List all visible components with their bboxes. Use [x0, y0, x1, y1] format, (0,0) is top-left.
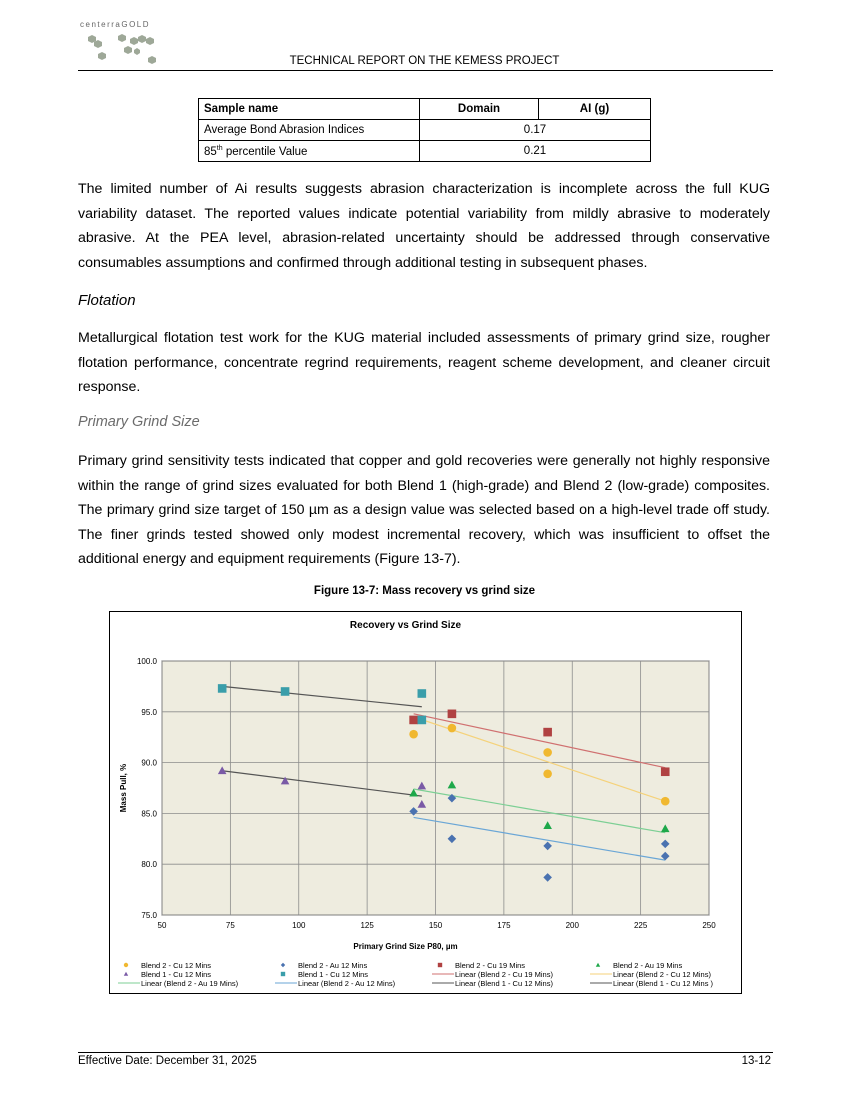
legend-label: Blend 1 - Cu 12 Mins [141, 970, 212, 979]
legend-label: Blend 2 - Au 12 Mins [298, 961, 368, 970]
legend-label: Blend 1 - Cu 12 Mins [298, 970, 369, 979]
column-header: Sample name [199, 99, 420, 120]
data-point [543, 728, 552, 737]
table-row [199, 141, 651, 162]
x-tick-label: 50 [157, 921, 167, 930]
data-point [543, 769, 552, 778]
paragraph-flotation: Metallurgical flotation test work for the KUG material included assessments of primary grind size, rougher flotation performance, concentrate regrind requirements, reagent scheme development, and cleaner circuit response. [78, 330, 770, 396]
paragraph-abrasion: The limited number of Ai results suggests abrasion characterization is incomplete across the full KUG variability dataset. The reported values indicate potential variability from mildly abrasive to moderately abrasive. At the PEA level, abrasion-related uncertainty should be addressed through conservative consumables assumptions and confirmed through additional testing in subsequent phases. [78, 181, 770, 271]
column-header: AI (g) [539, 99, 651, 120]
x-tick-label: 75 [225, 921, 235, 930]
legend-label: Linear (Blend 2 - Cu 12 Mins) [613, 970, 711, 979]
legend-swatch [596, 963, 600, 967]
data-point [661, 767, 670, 776]
data-point [418, 716, 427, 725]
row-value: 0.21 [420, 141, 651, 162]
y-axis-label: Mass Pull, % [119, 763, 128, 813]
recovery-vs-grind-chart [110, 612, 741, 993]
y-tick-label: 100.0 [136, 657, 157, 666]
x-tick-label: 250 [702, 921, 716, 930]
legend-label: Linear (Blend 2 - Au 19 Mins) [141, 979, 239, 988]
chart-title: Recovery vs Grind Size [349, 620, 462, 631]
row-value: 0.17 [420, 120, 651, 141]
logo-text: centerraGOLD [80, 20, 151, 29]
legend-swatch [124, 972, 128, 976]
footer-divider [78, 1052, 773, 1053]
section-heading-flotation: Flotation [78, 292, 136, 309]
y-tick-label: 95.0 [141, 707, 157, 717]
legend-label: Linear (Blend 2 - Au 12 Mins) [298, 979, 396, 988]
table-row [199, 120, 651, 141]
column-header: Domain [420, 99, 539, 120]
legend-swatch [281, 972, 285, 976]
y-tick-label: 75.0 [141, 911, 157, 920]
x-tick-label: 225 [633, 921, 648, 930]
legend-label: Linear (Blend 1 - Cu 12 Mins ) [613, 979, 714, 988]
x-tick-label: 150 [428, 921, 443, 930]
x-tick-label: 175 [497, 921, 511, 930]
subsection-heading-grind: Primary Grind Size [78, 414, 200, 430]
data-point [448, 724, 457, 733]
legend-swatch [438, 963, 442, 967]
x-tick-label: 100 [292, 921, 306, 930]
page-number: 13-12 [741, 1055, 771, 1067]
effective-date: Effective Date: December 31, 2025 [78, 1055, 257, 1067]
data-point [409, 730, 418, 739]
data-point [218, 684, 227, 693]
data-point [661, 797, 670, 806]
chart-container [109, 611, 742, 994]
y-tick-label: 80.0 [141, 860, 157, 870]
abrasion-index-table [198, 98, 651, 162]
legend-label: Blend 2 - Cu 12 Mins [141, 961, 212, 970]
data-point [448, 710, 457, 719]
table-header-row [199, 99, 651, 120]
legend-label: Linear (Blend 2 - Cu 19 Mins) [455, 970, 553, 979]
data-point [418, 689, 427, 698]
legend-label: Linear (Blend 1 - Cu 12 Mins) [455, 979, 553, 988]
legend-label: Blend 2 - Cu 19 Mins [455, 961, 526, 970]
legend-swatch [124, 963, 128, 967]
header-divider [78, 70, 773, 71]
x-axis-label: Primary Grind Size P80, µm [353, 942, 458, 951]
y-tick-label: 90.0 [141, 758, 157, 768]
data-point [281, 687, 290, 696]
row-name: 85th percentile Value [199, 141, 420, 162]
report-header-title: TECHNICAL REPORT ON THE KEMESS PROJECT [289, 55, 560, 67]
figure-caption: Figure 13-7: Mass recovery vs grind size [313, 585, 536, 597]
row-name: Average Bond Abrasion Indices [199, 120, 420, 141]
x-tick-label: 125 [360, 921, 374, 930]
paragraph-grind-size: Primary grind sensitivity tests indicated that copper and gold recoveries were generally not highly responsive within the range of grind sizes evaluated for both Blend 1 (high-grade) and Blend 2 (low-grade) composites. The primary grind size target of 150 µm as a design value was selected based on a high-level trade off study. The finer grinds tested showed only modest incremental recovery, which was insufficient to offset the additional energy and equipment requirements (Figure 13-7). [78, 453, 770, 568]
data-point [543, 748, 552, 757]
legend-label: Blend 2 - Au 19 Mins [613, 961, 683, 970]
legend-swatch [281, 963, 285, 967]
x-tick-label: 200 [565, 921, 579, 930]
data-point [409, 716, 418, 725]
y-tick-label: 85.0 [141, 809, 157, 819]
